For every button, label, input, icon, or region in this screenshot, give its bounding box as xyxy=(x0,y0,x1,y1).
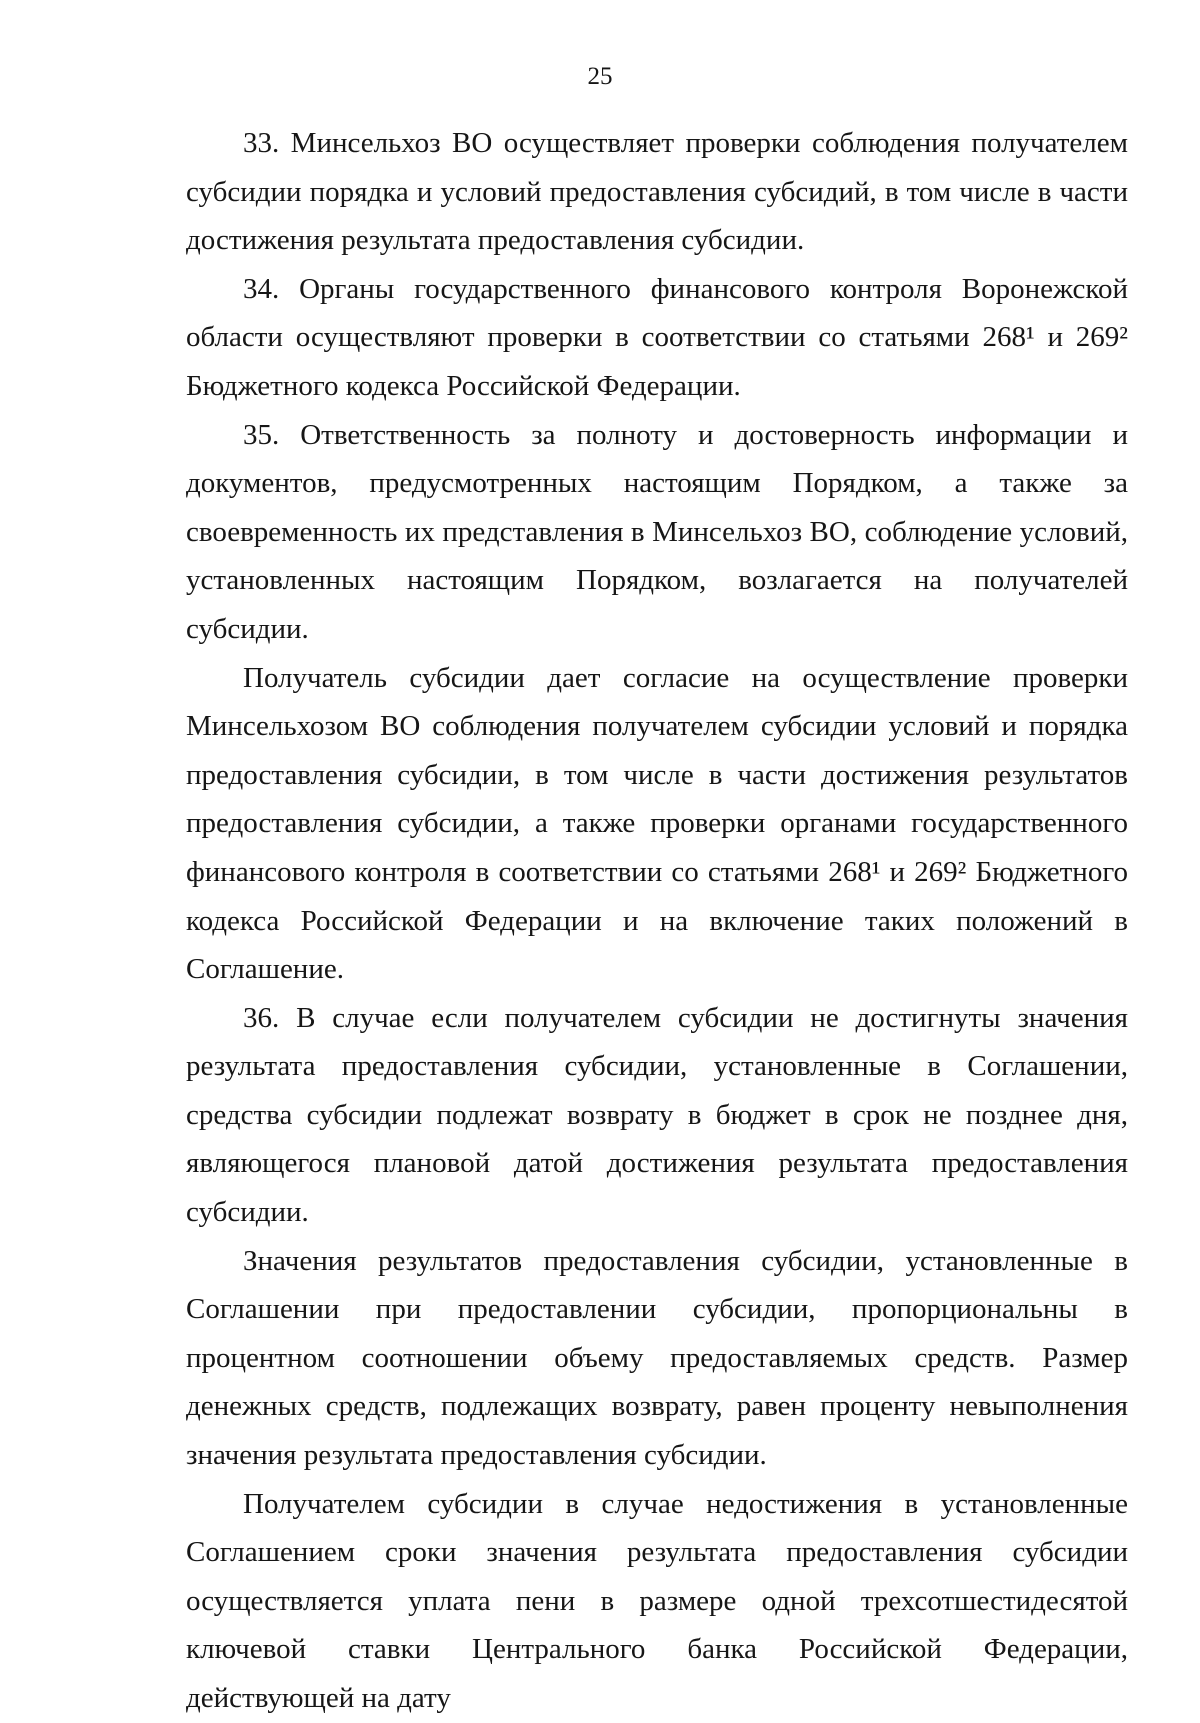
paragraph-36: 36. В случае если получателем субсидии не достигнуты значения результата предоставления субсидии, установленные в Соглашении, средства субсидии подлежат возврату в бюджет в срок не позднее дня, являющегося плановой датой достижения результата предоставления субсидии. xyxy=(186,1001,1128,1229)
paragraph-recipient-consent: Получатель субсидии дает согласие на осуществление проверки Минсельхозом ВО соблюдения получателем субсидии условий и порядка предоставления субсидии, в том числе в части достижения результатов предоставления субсидии, а также проверки органами государственного финансового контроля в соответствии со статьями 268¹ и 269² Бюджетного кодекса Российской Федерации и на включение таких положений в Соглашение. xyxy=(186,661,1128,986)
paragraph-35: 35. Ответственность за полноту и достоверность информации и документов, предусмотренных настоящим Порядком, а также за своевременность их представления в Минсельхоз ВО, соблюдение условий, установленных настоящим Порядком, возлагается на получателей субсидии. xyxy=(186,418,1128,645)
paragraph-33: 33. Минсельхоз ВО осуществляет проверки соблюдения получателем субсидии порядка и условий предоставления субсидий, в том числе в части достижения результата предоставления субсидии. xyxy=(186,127,1128,257)
page-number: 25 xyxy=(587,63,613,90)
paragraph-penalty: Получателем субсидии в случае недостижения в установленные Соглашением сроки значения результата предоставления субсидии осуществляется уплата пени в размере одной трехсотшестидесятой ключевой ставки Центрального банка Российской Федерации, действующей на дату xyxy=(186,1487,1128,1714)
paragraph-34: 34. Органы государственного финансового контроля Воронежской области осуществляют проверки в соответствии со статьями 268¹ и 269² Бюджетного кодекса Российской Федерации. xyxy=(186,272,1128,402)
paragraph-result-values: Значения результатов предоставления субсидии, установленные в Соглашении при предоставлении субсидии, пропорциональны в процентном соотношении объему предоставляемых средств. Размер денежных средств, подлежащих возврату, равен проценту невыполнения значения результата предоставления субсидии. xyxy=(186,1244,1128,1472)
document-body xyxy=(186,119,1128,1723)
